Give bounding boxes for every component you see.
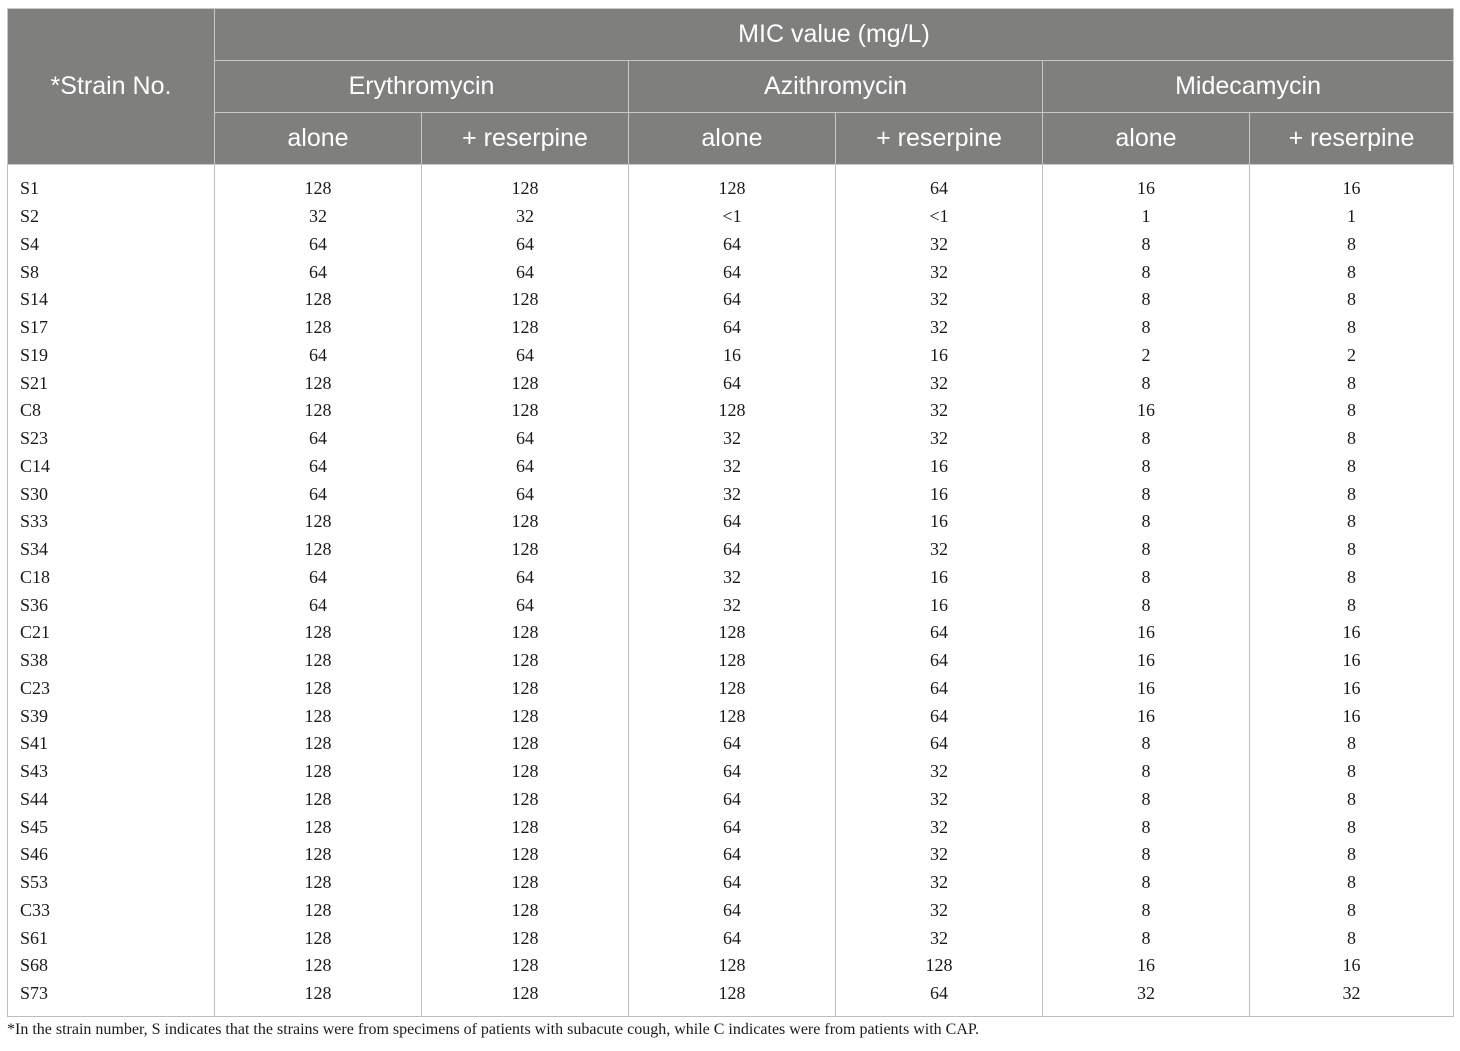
erythromycin-alone-cell: 128 [215, 508, 422, 536]
erythromycin-reserpine-cell: 64 [422, 480, 629, 508]
azithromycin-alone-cell: 64 [629, 841, 836, 869]
strain-cell: S34 [8, 536, 215, 564]
table-row [8, 786, 1454, 814]
azithromycin-alone-cell: 64 [629, 758, 836, 786]
strain-cell: S38 [8, 647, 215, 675]
azithromycin-reserpine-cell: 32 [836, 536, 1043, 564]
midecamycin-reserpine-cell: 8 [1250, 758, 1454, 786]
midecamycin-alone-cell: 8 [1043, 730, 1250, 758]
erythromycin-alone-cell: 64 [215, 480, 422, 508]
erythromycin-reserpine-cell: 128 [422, 869, 629, 897]
erythromycin-reserpine-cell: 64 [422, 591, 629, 619]
erythromycin-alone-cell: 128 [215, 286, 422, 314]
midecamycin-alone-cell: 8 [1043, 314, 1250, 342]
erythromycin-reserpine-cell: 128 [422, 702, 629, 730]
erythromycin-alone-cell: 128 [215, 536, 422, 564]
strain-cell: S39 [8, 702, 215, 730]
erythromycin-alone-cell: 64 [215, 453, 422, 481]
azithromycin-alone-cell: 128 [629, 675, 836, 703]
table-row [8, 897, 1454, 925]
azithromycin-reserpine-cell: 16 [836, 342, 1043, 370]
erythromycin-reserpine-cell: 128 [422, 786, 629, 814]
erythromycin-alone-cell: 128 [215, 675, 422, 703]
erythromycin-alone-cell: 128 [215, 980, 422, 1016]
midecamycin-reserpine-cell: 8 [1250, 425, 1454, 453]
strain-cell: C23 [8, 675, 215, 703]
erythromycin-alone-cell: 64 [215, 564, 422, 592]
azithromycin-alone-cell: 32 [629, 591, 836, 619]
midecamycin-reserpine-cell: 8 [1250, 786, 1454, 814]
erythromycin-reserpine-cell: 128 [422, 369, 629, 397]
midecamycin-reserpine-cell: 16 [1250, 702, 1454, 730]
midecamycin-alone-cell: 8 [1043, 231, 1250, 259]
midecamycin-alone-cell: 8 [1043, 425, 1250, 453]
strain-cell: S44 [8, 786, 215, 814]
azithromycin-reserpine-cell: 64 [836, 675, 1043, 703]
strain-cell: S73 [8, 980, 215, 1016]
erythromycin-reserpine-cell: 128 [422, 758, 629, 786]
erythromycin-reserpine-cell: 128 [422, 924, 629, 952]
strain-cell: S53 [8, 869, 215, 897]
azithromycin-reserpine-cell: 16 [836, 480, 1043, 508]
azithromycin-alone-header: alone [629, 113, 836, 165]
midecamycin-reserpine-cell: 8 [1250, 591, 1454, 619]
midecamycin-alone-cell: 8 [1043, 369, 1250, 397]
strain-cell: S2 [8, 203, 215, 231]
table-row [8, 758, 1454, 786]
azithromycin-reserpine-cell: 32 [836, 369, 1043, 397]
strain-cell: S4 [8, 231, 215, 259]
azithromycin-alone-cell: 64 [629, 314, 836, 342]
azithromycin-alone-cell: 32 [629, 425, 836, 453]
mic-value-header: MIC value (mg/L) [215, 9, 1454, 61]
midecamycin-reserpine-cell: 8 [1250, 258, 1454, 286]
midecamycin-alone-cell: 16 [1043, 165, 1250, 203]
table-row [8, 952, 1454, 980]
azithromycin-reserpine-cell: 64 [836, 980, 1043, 1016]
erythromycin-alone-cell: 64 [215, 231, 422, 259]
midecamycin-reserpine-cell: 1 [1250, 203, 1454, 231]
strain-cell: S43 [8, 758, 215, 786]
midecamycin-reserpine-cell: 16 [1250, 647, 1454, 675]
midecamycin-alone-cell: 8 [1043, 564, 1250, 592]
strain-cell: S1 [8, 165, 215, 203]
midecamycin-reserpine-header: + reserpine [1250, 113, 1454, 165]
azithromycin-reserpine-cell: 64 [836, 702, 1043, 730]
midecamycin-alone-cell: 8 [1043, 591, 1250, 619]
azithromycin-alone-cell: 32 [629, 480, 836, 508]
strain-cell: S36 [8, 591, 215, 619]
strain-cell: S45 [8, 813, 215, 841]
midecamycin-alone-cell: 16 [1043, 952, 1250, 980]
erythromycin-reserpine-header: + reserpine [422, 113, 629, 165]
erythromycin-reserpine-cell: 128 [422, 536, 629, 564]
strain-cell: S17 [8, 314, 215, 342]
erythromycin-alone-cell: 128 [215, 369, 422, 397]
strain-cell: S21 [8, 369, 215, 397]
midecamycin-alone-cell: 8 [1043, 258, 1250, 286]
midecamycin-alone-header: alone [1043, 113, 1250, 165]
strain-cell: S33 [8, 508, 215, 536]
erythromycin-reserpine-cell: 128 [422, 619, 629, 647]
azithromycin-alone-cell: 64 [629, 924, 836, 952]
midecamycin-alone-cell: 16 [1043, 647, 1250, 675]
azithromycin-alone-cell: <1 [629, 203, 836, 231]
azithromycin-reserpine-cell: 32 [836, 813, 1043, 841]
azithromycin-reserpine-cell: 32 [836, 786, 1043, 814]
erythromycin-alone-cell: 128 [215, 702, 422, 730]
erythromycin-alone-cell: 128 [215, 165, 422, 203]
erythromycin-alone-header: alone [215, 113, 422, 165]
strain-cell: S19 [8, 342, 215, 370]
midecamycin-alone-cell: 8 [1043, 786, 1250, 814]
midecamycin-alone-cell: 8 [1043, 841, 1250, 869]
table-row [8, 619, 1454, 647]
midecamycin-reserpine-cell: 8 [1250, 730, 1454, 758]
azithromycin-reserpine-cell: 32 [836, 758, 1043, 786]
erythromycin-alone-cell: 128 [215, 841, 422, 869]
erythromycin-reserpine-cell: 128 [422, 841, 629, 869]
azithromycin-reserpine-cell: 32 [836, 397, 1043, 425]
azithromycin-reserpine-cell: 128 [836, 952, 1043, 980]
midecamycin-reserpine-cell: 8 [1250, 813, 1454, 841]
midecamycin-reserpine-cell: 2 [1250, 342, 1454, 370]
azithromycin-reserpine-cell: 16 [836, 564, 1043, 592]
midecamycin-alone-cell: 8 [1043, 508, 1250, 536]
midecamycin-reserpine-cell: 8 [1250, 314, 1454, 342]
erythromycin-alone-cell: 128 [215, 619, 422, 647]
table-row [8, 564, 1454, 592]
erythromycin-reserpine-cell: 128 [422, 980, 629, 1016]
azithromycin-alone-cell: 64 [629, 813, 836, 841]
azithromycin-alone-cell: 64 [629, 369, 836, 397]
azithromycin-alone-cell: 128 [629, 980, 836, 1016]
azithromycin-alone-cell: 128 [629, 165, 836, 203]
table-row [8, 165, 1454, 203]
table-row [8, 980, 1454, 1016]
erythromycin-reserpine-cell: 64 [422, 564, 629, 592]
midecamycin-reserpine-cell: 16 [1250, 619, 1454, 647]
midecamycin-reserpine-cell: 8 [1250, 924, 1454, 952]
strain-cell: S30 [8, 480, 215, 508]
table-row [8, 647, 1454, 675]
erythromycin-reserpine-cell: 64 [422, 231, 629, 259]
erythromycin-reserpine-cell: 64 [422, 342, 629, 370]
midecamycin-alone-cell: 1 [1043, 203, 1250, 231]
midecamycin-alone-cell: 8 [1043, 480, 1250, 508]
azithromycin-alone-cell: 128 [629, 702, 836, 730]
azithromycin-reserpine-cell: 64 [836, 730, 1043, 758]
azithromycin-alone-cell: 64 [629, 730, 836, 758]
erythromycin-reserpine-cell: 128 [422, 508, 629, 536]
table-row [8, 813, 1454, 841]
azithromycin-alone-cell: 128 [629, 397, 836, 425]
erythromycin-reserpine-cell: 128 [422, 165, 629, 203]
erythromycin-alone-cell: 64 [215, 258, 422, 286]
erythromycin-alone-cell: 64 [215, 342, 422, 370]
strain-column-header: *Strain No. [8, 9, 215, 165]
azithromycin-alone-cell: 64 [629, 508, 836, 536]
midecamycin-alone-cell: 16 [1043, 675, 1250, 703]
table-row [8, 591, 1454, 619]
strain-cell: C21 [8, 619, 215, 647]
azithromycin-reserpine-cell: 32 [836, 425, 1043, 453]
table-row [8, 425, 1454, 453]
erythromycin-alone-cell: 128 [215, 813, 422, 841]
azithromycin-reserpine-cell: 32 [836, 869, 1043, 897]
erythromycin-alone-cell: 128 [215, 924, 422, 952]
azithromycin-alone-cell: 64 [629, 536, 836, 564]
erythromycin-reserpine-cell: 128 [422, 397, 629, 425]
table-footnote: *In the strain number, S indicates that the strains were from specimens of patients with subacute cough, while C indicates were from patients with CAP. [7, 1021, 980, 1038]
midecamycin-alone-cell: 8 [1043, 897, 1250, 925]
erythromycin-reserpine-cell: 128 [422, 314, 629, 342]
erythromycin-reserpine-cell: 128 [422, 813, 629, 841]
erythromycin-reserpine-cell: 128 [422, 897, 629, 925]
azithromycin-alone-cell: 64 [629, 286, 836, 314]
midecamycin-reserpine-cell: 16 [1250, 675, 1454, 703]
midecamycin-alone-cell: 16 [1043, 619, 1250, 647]
table-row [8, 342, 1454, 370]
mic-table-container [7, 8, 1453, 1017]
erythromycin-reserpine-cell: 64 [422, 258, 629, 286]
table-row [8, 231, 1454, 259]
azithromycin-alone-cell: 16 [629, 342, 836, 370]
azithromycin-reserpine-cell: 32 [836, 841, 1043, 869]
erythromycin-alone-cell: 128 [215, 869, 422, 897]
midecamycin-alone-cell: 32 [1043, 980, 1250, 1016]
azithromycin-alone-cell: 128 [629, 952, 836, 980]
erythromycin-reserpine-cell: 32 [422, 203, 629, 231]
table-row [8, 314, 1454, 342]
midecamycin-reserpine-cell: 8 [1250, 897, 1454, 925]
table-row [8, 369, 1454, 397]
azithromycin-reserpine-cell: 32 [836, 924, 1043, 952]
midecamycin-alone-cell: 16 [1043, 702, 1250, 730]
erythromycin-reserpine-cell: 64 [422, 425, 629, 453]
azithromycin-reserpine-cell: 32 [836, 231, 1043, 259]
azithromycin-alone-cell: 32 [629, 453, 836, 481]
erythromycin-alone-cell: 128 [215, 758, 422, 786]
azithromycin-reserpine-cell: 64 [836, 619, 1043, 647]
table-row [8, 841, 1454, 869]
midecamycin-reserpine-cell: 8 [1250, 508, 1454, 536]
midecamycin-alone-cell: 8 [1043, 536, 1250, 564]
table-row [8, 203, 1454, 231]
azithromycin-reserpine-cell: 64 [836, 647, 1043, 675]
midecamycin-reserpine-cell: 32 [1250, 980, 1454, 1016]
azithromycin-reserpine-cell: 16 [836, 453, 1043, 481]
azithromycin-reserpine-cell: <1 [836, 203, 1043, 231]
strain-cell: C33 [8, 897, 215, 925]
erythromycin-alone-cell: 128 [215, 397, 422, 425]
midecamycin-reserpine-cell: 8 [1250, 397, 1454, 425]
midecamycin-alone-cell: 8 [1043, 924, 1250, 952]
midecamycin-alone-cell: 8 [1043, 758, 1250, 786]
erythromycin-reserpine-cell: 128 [422, 647, 629, 675]
erythromycin-alone-cell: 128 [215, 314, 422, 342]
table-row [8, 869, 1454, 897]
azithromycin-alone-cell: 64 [629, 897, 836, 925]
erythromycin-alone-cell: 128 [215, 647, 422, 675]
midecamycin-reserpine-cell: 8 [1250, 480, 1454, 508]
midecamycin-reserpine-cell: 16 [1250, 952, 1454, 980]
midecamycin-reserpine-cell: 8 [1250, 536, 1454, 564]
midecamycin-reserpine-cell: 8 [1250, 564, 1454, 592]
midecamycin-alone-cell: 8 [1043, 869, 1250, 897]
table-row [8, 508, 1454, 536]
strain-cell: S61 [8, 924, 215, 952]
midecamycin-header: Midecamycin [1043, 61, 1454, 113]
midecamycin-alone-cell: 8 [1043, 813, 1250, 841]
azithromycin-alone-cell: 64 [629, 786, 836, 814]
strain-cell: C18 [8, 564, 215, 592]
azithromycin-alone-cell: 32 [629, 564, 836, 592]
azithromycin-reserpine-header: + reserpine [836, 113, 1043, 165]
midecamycin-reserpine-cell: 8 [1250, 369, 1454, 397]
table-row [8, 730, 1454, 758]
erythromycin-reserpine-cell: 64 [422, 453, 629, 481]
table-header [8, 9, 1454, 165]
azithromycin-reserpine-cell: 32 [836, 258, 1043, 286]
table-row [8, 702, 1454, 730]
azithromycin-header: Azithromycin [629, 61, 1043, 113]
table-row [8, 536, 1454, 564]
erythromycin-alone-cell: 128 [215, 730, 422, 758]
strain-cell: S68 [8, 952, 215, 980]
strain-cell: C8 [8, 397, 215, 425]
azithromycin-alone-cell: 128 [629, 647, 836, 675]
strain-cell: S46 [8, 841, 215, 869]
midecamycin-alone-cell: 8 [1043, 453, 1250, 481]
midecamycin-alone-cell: 16 [1043, 397, 1250, 425]
table-row [8, 397, 1454, 425]
azithromycin-reserpine-cell: 64 [836, 165, 1043, 203]
erythromycin-header: Erythromycin [215, 61, 629, 113]
erythromycin-reserpine-cell: 128 [422, 286, 629, 314]
azithromycin-reserpine-cell: 16 [836, 591, 1043, 619]
midecamycin-reserpine-cell: 8 [1250, 841, 1454, 869]
table-row [8, 453, 1454, 481]
midecamycin-reserpine-cell: 16 [1250, 165, 1454, 203]
azithromycin-reserpine-cell: 32 [836, 286, 1043, 314]
midecamycin-reserpine-cell: 8 [1250, 231, 1454, 259]
erythromycin-reserpine-cell: 128 [422, 730, 629, 758]
azithromycin-alone-cell: 64 [629, 869, 836, 897]
midecamycin-reserpine-cell: 8 [1250, 869, 1454, 897]
azithromycin-alone-cell: 64 [629, 231, 836, 259]
strain-cell: S23 [8, 425, 215, 453]
erythromycin-alone-cell: 64 [215, 591, 422, 619]
erythromycin-alone-cell: 128 [215, 897, 422, 925]
azithromycin-reserpine-cell: 16 [836, 508, 1043, 536]
table-row [8, 258, 1454, 286]
midecamycin-reserpine-cell: 8 [1250, 286, 1454, 314]
erythromycin-alone-cell: 64 [215, 425, 422, 453]
strain-cell: S14 [8, 286, 215, 314]
erythromycin-reserpine-cell: 128 [422, 952, 629, 980]
midecamycin-alone-cell: 2 [1043, 342, 1250, 370]
table-row [8, 924, 1454, 952]
midecamycin-reserpine-cell: 8 [1250, 453, 1454, 481]
erythromycin-reserpine-cell: 128 [422, 675, 629, 703]
azithromycin-alone-cell: 64 [629, 258, 836, 286]
strain-cell: S8 [8, 258, 215, 286]
strain-cell: S41 [8, 730, 215, 758]
azithromycin-reserpine-cell: 32 [836, 314, 1043, 342]
azithromycin-reserpine-cell: 32 [836, 897, 1043, 925]
table-row [8, 286, 1454, 314]
erythromycin-alone-cell: 32 [215, 203, 422, 231]
table-row [8, 480, 1454, 508]
azithromycin-alone-cell: 128 [629, 619, 836, 647]
midecamycin-alone-cell: 8 [1043, 286, 1250, 314]
erythromycin-alone-cell: 128 [215, 952, 422, 980]
strain-cell: C14 [8, 453, 215, 481]
table-row [8, 675, 1454, 703]
table-body [8, 165, 1454, 1017]
erythromycin-alone-cell: 128 [215, 786, 422, 814]
mic-table [7, 8, 1454, 1017]
